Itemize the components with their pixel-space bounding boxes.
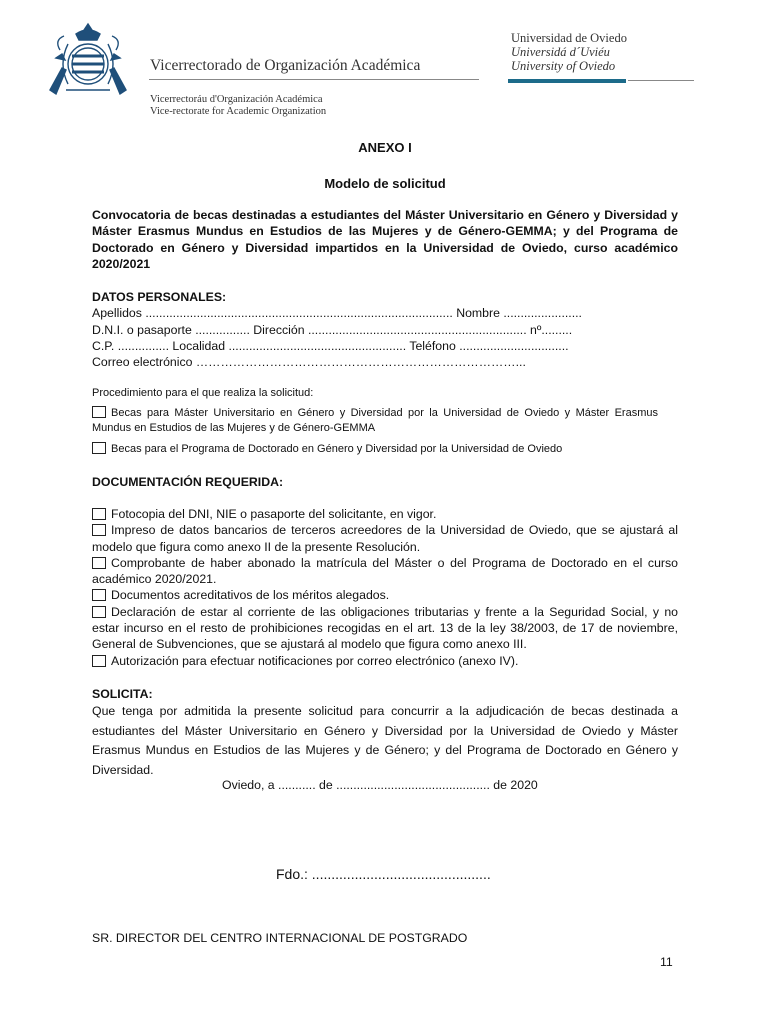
subtitle-en: Vice-rectorate for Academic Organization [150, 106, 327, 117]
doc-item-merits[interactable]: Documentos acreditativos de los méritos alegados. [92, 587, 678, 603]
signature-line: Fdo.: .............................................. [276, 866, 491, 882]
university-name-en: University of Oviedo [511, 59, 616, 73]
doc-item-notifications[interactable]: Autorización para efectuar notificaciones por correo electrónico (anexo IV). [92, 653, 678, 669]
university-names [511, 31, 627, 73]
solicita-heading: SOLICITA: [92, 687, 153, 701]
recipient: SR. DIRECTOR DEL CENTRO INTERNACIONAL DE POSTGRADO [92, 931, 468, 945]
header-divider-right [628, 80, 694, 81]
documentation-list [92, 506, 678, 669]
checkbox-icon[interactable] [92, 406, 106, 418]
personal-line-surname-name: Apellidos .......................................................................................... Nombre ....................... [92, 306, 582, 321]
annex-title: ANEXO I [358, 140, 412, 155]
procedure-option-doctorate-label: Becas para el Programa de Doctorado en Género y Diversidad por la Universidad de Oviedo [111, 443, 563, 455]
procedure-option-master[interactable] [92, 406, 658, 436]
procedure-label: Procedimiento para el que realiza la solicitud: [92, 387, 314, 399]
procedure-option-master-label: Becas para Máster Universitario en Género y Diversidad por la Universidad de Oviedo y Máster Erasmus Mundus en Estudios de las Mujeres y de Género-GEMMA [92, 407, 658, 434]
convocatoria-text: Convocatoria de becas destinadas a estudiantes del Máster Universitario en Género y Diversidad y Máster Erasmus Mundus en Estudios de las Mujeres y de Género-GEMMA; y del Programa de Doctorado en Género y Diversidad impartidos en la Universidad de Oviedo, curso académico 2020/2021 [92, 208, 678, 271]
solicita-text: Que tenga por admitida la presente solicitud para concurrir a la adjudicación de becas destinada a estudiantes del Máster Universitario en Género y Diversidad por la Universidad de Oviedo y Máster Erasmus Mundus en Estudios de las Mujeres y de Género; y del Programa de Doctorado en Género y Diversidad. [92, 704, 678, 777]
university-name-es: Universidad de Oviedo [511, 31, 627, 45]
checkbox-icon[interactable] [92, 442, 106, 454]
personal-data-heading: DATOS PERSONALES: [92, 290, 227, 304]
checkbox-icon[interactable] [92, 655, 106, 667]
header-accent-bar [508, 79, 626, 83]
vicerrectorado-title: Vicerrectorado de Organización Académica [150, 57, 421, 74]
header-subtitles [150, 94, 326, 118]
page-number: 11 [660, 955, 673, 969]
doc-item-payment[interactable]: Comprobante de haber abonado la matrícula del Máster o del Programa de Doctorado en el curso académico 2020/2021. [92, 555, 678, 587]
personal-data-section [92, 289, 692, 370]
doc-item-id[interactable]: Fotocopia del DNI, NIE o pasaporte del solicitante, en vigor. [92, 506, 678, 522]
university-name-ast: Universidá d´Uviéu [511, 45, 610, 59]
checkbox-icon[interactable] [92, 606, 106, 618]
checkbox-icon[interactable] [92, 589, 106, 601]
doc-item-bank[interactable]: Impreso de datos bancarios de terceros acreedores de la Universidad de Oviedo, que se ajustará al modelo que figura como anexo II de la presente Resolución. [92, 523, 678, 554]
header-divider [149, 79, 479, 80]
personal-line-id-address: D.N.I. o pasaporte ................ Dirección ................................................................ nº......... [92, 322, 573, 337]
subtitle-ast: Vicerrectoráu d'Organización Académica [150, 94, 323, 105]
personal-line-postal-phone: C.P. ............... Localidad .................................................... Teléfono ................................ [92, 338, 569, 353]
procedure-option-doctorate[interactable] [92, 442, 682, 457]
checkbox-icon[interactable] [92, 524, 106, 536]
form-title: Modelo de solicitud [324, 176, 446, 191]
checkbox-icon[interactable] [92, 508, 106, 520]
documentation-heading: DOCUMENTACIÓN REQUERIDA: [92, 475, 284, 489]
checkbox-icon[interactable] [92, 557, 106, 569]
university-coat-of-arms-icon [36, 20, 140, 98]
doc-item-declaration[interactable]: Declaración de estar al corriente de las obligaciones tributarias y frente a la Seguridad Social, y no estar incurso en el resto de prohibiciones recogidas en el art. 13 de la ley 38/2003, de 17 de noviembre, General de Subvenciones, que se ajustará al modelo que figura como anexo III. [92, 604, 678, 652]
personal-line-email: Correo electrónico ……………………………………………………………………... [92, 355, 526, 370]
place-date-line: Oviedo, a ........... de ............................................. de 2020 [222, 778, 538, 792]
